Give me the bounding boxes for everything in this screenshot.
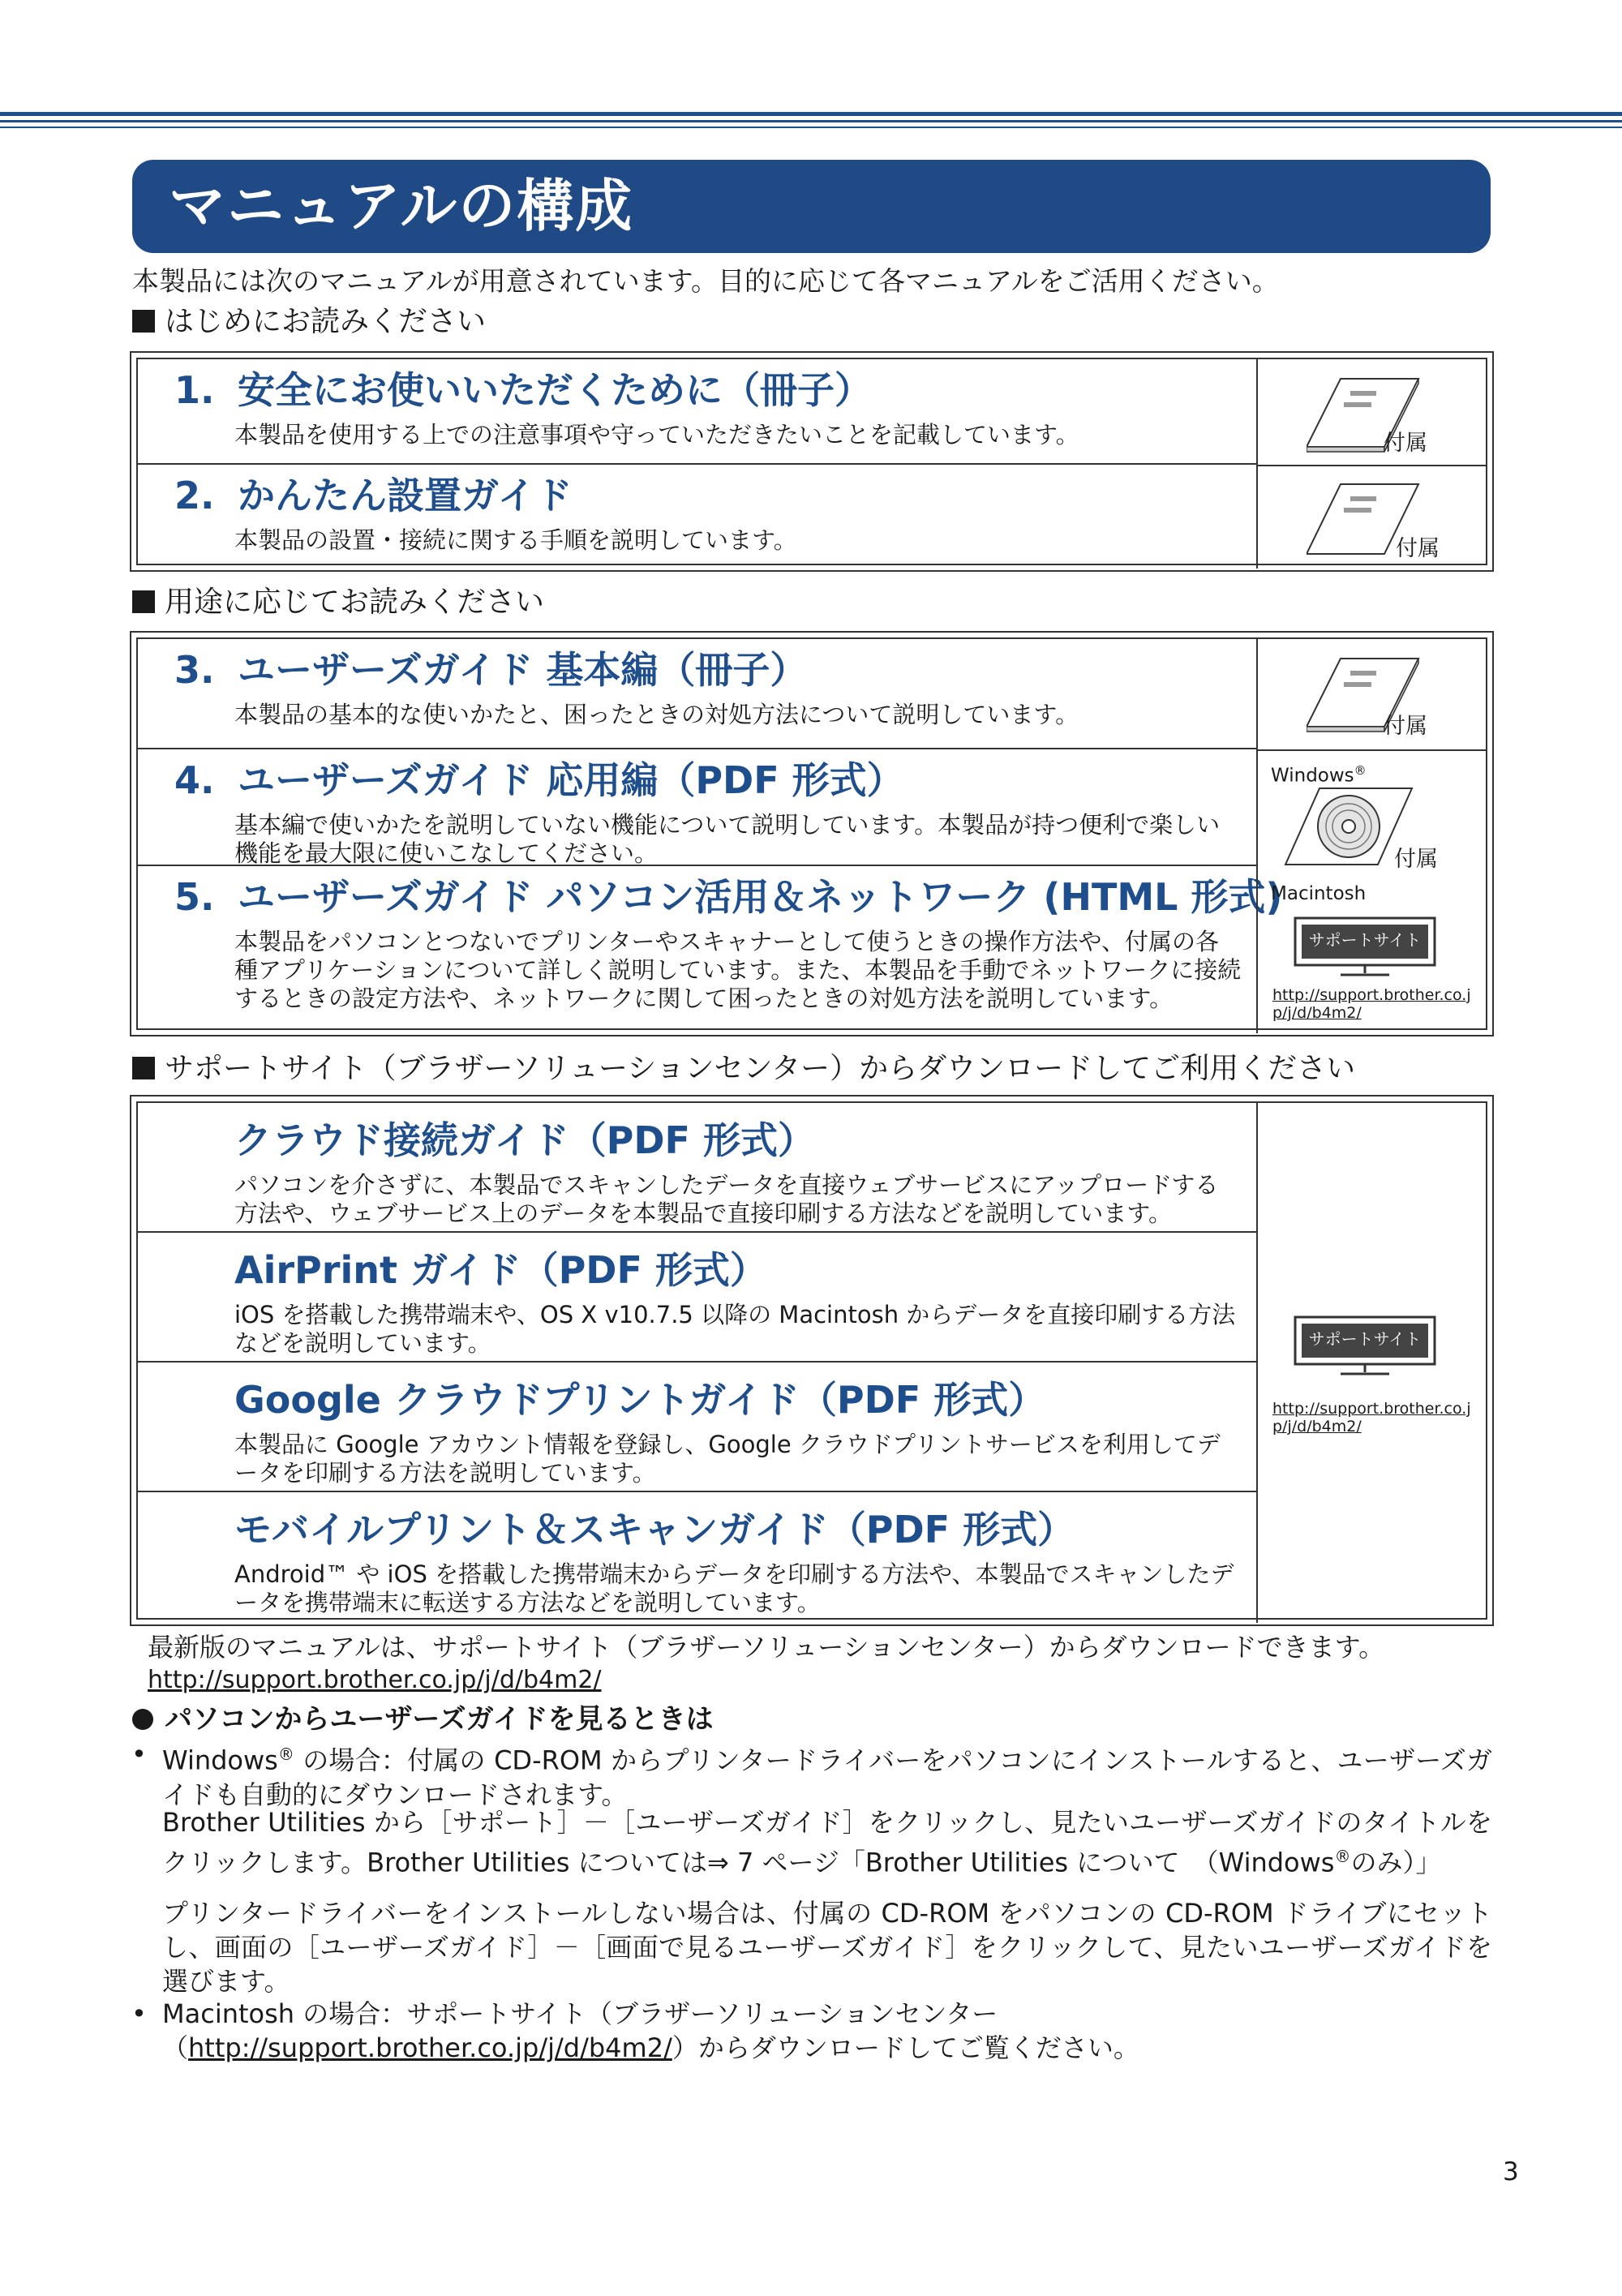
square-bullet-icon (132, 1057, 155, 1079)
attached-label: 付属 (1384, 714, 1427, 739)
support-site-link[interactable]: http://support.brother.co.jp/j/d/b4m2/ (1272, 1400, 1471, 1436)
manual-row (138, 1233, 1256, 1363)
header-rule (0, 127, 1622, 128)
attachment-cell (1256, 639, 1486, 749)
manual-description: 本製品の設置・接続に関する手順を説明しています。 (234, 526, 797, 554)
support-site-label: サポートサイト (1308, 930, 1422, 950)
section-heading: はじめにお読みください (132, 303, 486, 341)
manual-description: 本製品に Google アカウント情報を登録し、Google クラウドプリントサービスを利用してデータを印刷する方法を説明しています。 (234, 1431, 1221, 1487)
manual-row: 2. かんたん設置ガイド 本製品の設置・接続に関する手順を説明しています。 (138, 465, 1256, 569)
manual-title: Google クラウドプリントガイド（PDF 形式） (234, 1378, 1046, 1422)
attachment-cell (1256, 359, 1486, 465)
circle-bullet-icon (132, 1709, 153, 1730)
latest-manual-note: 最新版のマニュアルは、サポートサイト（ブラザーソリューションセンター）からダウンロードできます。 (148, 1632, 1385, 1663)
macintosh-label: Macintosh (1271, 883, 1367, 904)
manual-description: 本製品をパソコンとつないでプリンターやスキャナーとして使うときの操作方法や、付属の各種アプリケーションについて詳しく説明しています。また、本製品を手動でネットワークに接続するときの設定方法や、ネットワークに関して困ったときの対処方法を説明しています。 (234, 928, 1242, 1012)
page-title: マニュアルの構成 (169, 173, 634, 239)
square-bullet-icon (132, 310, 155, 333)
download-cell (1256, 1103, 1486, 1623)
manual-table (130, 351, 1494, 572)
manual-table (130, 1095, 1494, 1626)
intro-text: 本製品には次のマニュアルが用意されています。目的に応じて各マニュアルをご活用ください。 (132, 265, 1279, 297)
support-site-label: サポートサイト (1308, 1329, 1422, 1349)
windows-instructions: • Windows® の場合：付属の CD-ROM からプリンタードライバーをパソコンにインストールすると、ユーザーズガイドも自動的にダウンロードされます。 (162, 1737, 1492, 1812)
attached-label: 付属 (1394, 847, 1438, 872)
manual-row (138, 1103, 1256, 1233)
attached-label: 付属 (1396, 536, 1440, 561)
windows-label: Windows® (1271, 763, 1367, 787)
attachment-cell (1256, 749, 1486, 1033)
section-heading: サポートサイト（ブラザーソリューションセンター）からダウンロードしてご利用ください (132, 1050, 1355, 1088)
header-rule (0, 120, 1622, 122)
manual-description: 本製品の基本的な使いかたと、困ったときの対処方法について説明しています。 (234, 701, 1079, 728)
square-bullet-icon (132, 590, 155, 613)
attached-label: 付属 (1384, 431, 1427, 456)
manual-description: 基本編で使いかたを説明していない機能について説明しています。本製品が持つ便利で楽しい機能を最大限に使いこなしてください。 (234, 811, 1221, 867)
manual-row: 4. ユーザーズガイド 応用編（PDF 形式） 基本編で使いかたを説明していない機能について説明しています。本製品が持つ便利で楽しい機能を最大限に使いこなしてください。 (138, 749, 1256, 866)
attachment-cell (1256, 465, 1486, 569)
manual-description: Android™ や iOS を搭載した携帯端末からデータを印刷する方法や、本製品でスキャンしたデータを携帯端末に転送する方法などを説明しています。 (234, 1560, 1234, 1616)
brother-utilities-instructions: Brother Utilities から［サポート］－［ユーザーズガイド］をクリックし、見たいユーザーズガイドのタイトルをクリックします。Brother Utilities については⇒ 7 ページ「Brother Utilities について （Windows®のみ）」 (162, 1807, 1492, 1878)
manual-row: 1. 安全にお使いいただくために（冊子） 本製品を使用する上での注意事項や守っていただきたいことを記載しています。 (138, 359, 1256, 465)
manual-title: ユーザーズガイド 応用編（PDF 形式） (238, 758, 904, 802)
macintosh-link-line: （http://support.brother.co.jp/j/d/b4m2/）からダウンロードしてご覧ください。 (162, 2032, 1139, 2063)
manual-title: ユーザーズガイド 基本編（冊子） (238, 648, 808, 692)
page-number: 3 (1503, 2157, 1519, 2187)
header-rule (0, 112, 1622, 116)
pc-guide-heading: パソコンからユーザーズガイドを見るときは (132, 1702, 714, 1737)
manual-row (138, 1492, 1256, 1623)
macintosh-instructions: • Macintosh の場合：サポートサイト（ブラザーソリューションセンター (162, 1997, 1492, 2031)
section-heading: 用途に応じてお読みください (132, 584, 544, 621)
support-site-link[interactable]: http://support.brother.co.jp/j/d/b4m2/ (188, 2032, 672, 2063)
manual-title: AirPrint ガイド（PDF 形式） (234, 1248, 767, 1292)
manual-title: ユーザーズガイド パソコン活用＆ネットワーク (HTML 形式) (238, 875, 1283, 919)
manual-table (130, 631, 1494, 1036)
manual-title: クラウド接続ガイド（PDF 形式） (234, 1118, 815, 1162)
manual-row (138, 1363, 1256, 1492)
manual-title: 安全にお使いいただくために（冊子） (238, 368, 872, 412)
manual-row: 5. ユーザーズガイド パソコン活用＆ネットワーク (HTML 形式) 本製品をパソコンとつないでプリンターやスキャナーとして使うときの操作方法や、付属の各種アプリケーションについて詳しく説明しています。また、本製品を手動でネットワークに接続するときの設定方法や、ネットワークに関して困ったときの対処方法を説明しています。 (174, 875, 1283, 1012)
manual-title: モバイルプリント＆スキャンガイド（PDF 形式） (234, 1508, 1075, 1551)
manual-description: パソコンを介さずに、本製品でスキャンしたデータを直接ウェブサービスにアップロードする方法や、ウェブサービス上のデータを本製品で直接印刷する方法などを説明しています。 (234, 1171, 1219, 1227)
cd-rom-instructions: プリンタードライバーをインストールしない場合は、付属の CD-ROM をパソコンの CD-ROM ドライブにセットし、画面の［ユーザーズガイド］－［画面で見るユーザーズガイド］をクリックして、見たいユーザーズガイドを選びます。 (162, 1898, 1492, 1997)
manual-description: 本製品を使用する上での注意事項や守っていただきたいことを記載しています。 (234, 421, 1079, 448)
manual-title: かんたん設置ガイド (238, 474, 573, 517)
support-site-link[interactable]: http://support.brother.co.jp/j/d/b4m2/ (148, 1666, 602, 1694)
title-banner (132, 160, 1491, 253)
support-site-link[interactable]: http://support.brother.co.jp/j/d/b4m2/ (1272, 986, 1471, 1022)
manual-row: 3. ユーザーズガイド 基本編（冊子） 本製品の基本的な使いかたと、困ったときの対処方法について説明しています。 (138, 639, 1256, 749)
manual-description: iOS を搭載した携帯端末や、OS X v10.7.5 以降の Macintosh からデータを直接印刷する方法などを説明しています。 (234, 1301, 1236, 1357)
